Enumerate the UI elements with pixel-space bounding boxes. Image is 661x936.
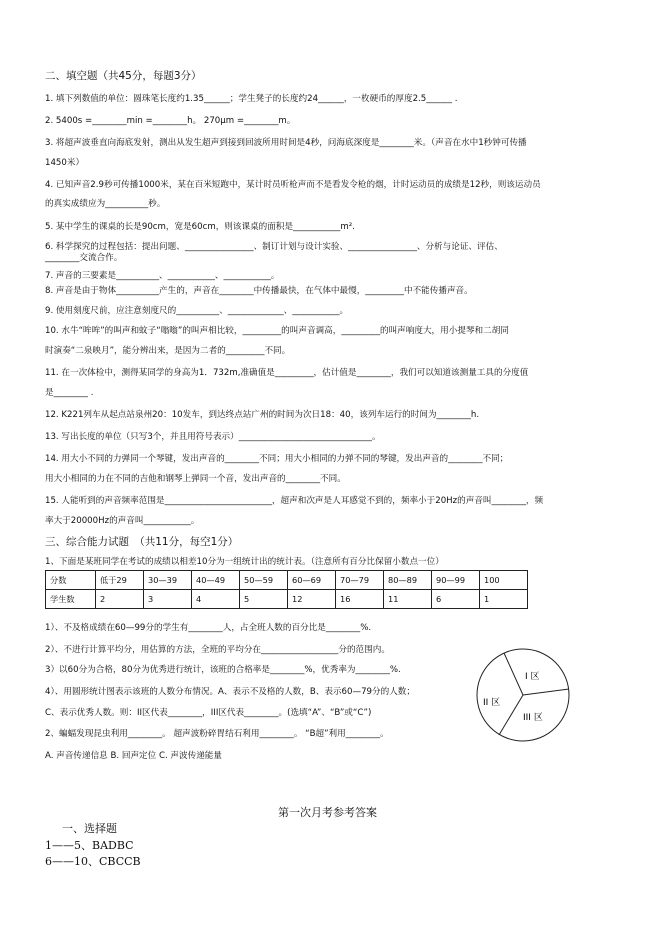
table-cell: 学生数 bbox=[46, 590, 96, 609]
score-table bbox=[45, 570, 528, 609]
question-line: 5. 某中学生的课桌的长是90cm，宽是60cm，则该课桌的面积是___________m². bbox=[45, 222, 355, 232]
question-line: 的真实成绩应为__________秒。 bbox=[45, 199, 166, 209]
table-cell: 60—69 bbox=[288, 571, 336, 590]
question-line: 3. 将超声波垂直向海底发射，测出从发生超声到接到回波所用时间是4秒，问海底深度是________米。（声音在水中1秒钟可传播 bbox=[45, 138, 527, 148]
question-line: 14. 用大小不同的力弹同一个琴键，发出声音的________不同；用大小相同的力弹不同的琴键，发出声音的________不同； bbox=[45, 454, 509, 464]
pie-divider bbox=[523, 689, 569, 695]
question-line: 9. 使用刻度尺前，应注意刻度尺的__________、_____________、___________。 bbox=[45, 306, 349, 316]
pie-divider bbox=[499, 695, 523, 735]
pie-label-region-3: III 区 bbox=[523, 713, 543, 723]
question-line: 3）以60分为合格，80分为优秀进行统计，该班的合格率是________%，优秀率为________%. bbox=[45, 665, 401, 675]
table-cell: 100 bbox=[480, 571, 528, 590]
question-line: A. 声音传递信息 B. 回声定位 C. 声波传递能量 bbox=[45, 751, 222, 761]
table-cell: 11 bbox=[384, 590, 432, 609]
section-3-intro: 1、下面是某班同学在考试的成绩以相差10分为一组统计出的统计表。（注意所有百分比保留小数点一位） bbox=[45, 557, 444, 567]
table-cell: 5 bbox=[240, 590, 288, 609]
table-cell: 12 bbox=[288, 590, 336, 609]
question-line: 10. 水牛“哞哞”的叫声和蚊子“嗡嗡”的叫声相比较，_________的叫声音调高，_________的叫声响度大，用小提琴和二胡同 bbox=[45, 326, 509, 336]
table-cell: 3 bbox=[144, 590, 192, 609]
question-line: 2、蝙蝠发现昆虫利用________。 超声波粉碎胃结石利用________。 “B超”利用________。 bbox=[45, 729, 389, 739]
question-line: 1）、不及格成绩在60—99分的学生有________人，占全班人数的百分比是________%. bbox=[45, 623, 372, 633]
question-line: ________交流合作。 bbox=[45, 253, 123, 263]
section-3-title: 三、综合能力试题 （共11分，每空1分） bbox=[45, 536, 239, 548]
table-cell: 50—59 bbox=[240, 571, 288, 590]
table-cell: 4 bbox=[192, 590, 240, 609]
section-2-title: 二、填空题（共45分，每题3分） bbox=[45, 70, 202, 82]
answer-line: 1——5、BADBC bbox=[45, 839, 134, 852]
table-cell: 70—79 bbox=[336, 571, 384, 590]
question-line: 是________ . bbox=[45, 388, 94, 398]
table-cell: 40—49 bbox=[192, 571, 240, 590]
table-cell: 分数 bbox=[46, 571, 96, 590]
answer-key-title: 第一次月考参考答案 bbox=[278, 806, 377, 819]
question-line: 2）、不进行计算平均分，用估算的方法，全班的平均分在__________________分的范围内。 bbox=[45, 645, 390, 655]
answer-key-subtitle: 一、选择题 bbox=[62, 822, 117, 835]
answer-line: 6——10、CBCCB bbox=[45, 855, 141, 868]
question-line: 1450米） bbox=[45, 158, 85, 168]
table-cell: 90—99 bbox=[432, 571, 480, 590]
question-line: 11. 在一次体检中，测得某同学的身高为1．732m,准确值是_________，估计值是________，我们可以知道该测量工具的分度值 bbox=[45, 368, 529, 378]
pie-chart bbox=[473, 645, 573, 745]
pie-label-region-2: II 区 bbox=[483, 698, 501, 708]
question-line: C、表示优秀人数。则：II区代表________，III区代表________。(选填“A”、“B”或“C”) bbox=[45, 708, 372, 718]
table-cell: 低于29 bbox=[96, 571, 144, 590]
question-line: 4）、用圆形统计图表示该班的人数分布情况。A、表示不及格的人数，B、表示60—79分的人数； bbox=[45, 687, 415, 697]
table-row bbox=[46, 571, 528, 590]
pie-divider bbox=[504, 653, 523, 695]
table-cell: 2 bbox=[96, 590, 144, 609]
question-line: 13. 写出长度的单位（只写3个，并且用符号表示）_______________________________。 bbox=[45, 432, 381, 442]
question-line: 7. 声音的三要素是__________、___________、___________。 bbox=[45, 271, 280, 281]
table-cell: 16 bbox=[336, 590, 384, 609]
pie-label-region-1: I 区 bbox=[525, 672, 540, 682]
question-line: 4. 已知声音2.9秒可传播1000米，某在百米短跑中，某计时员听枪声而不是看发令枪的烟，计时运动员的成绩是12秒，则该运动员 bbox=[45, 180, 541, 190]
table-cell: 30—39 bbox=[144, 571, 192, 590]
question-line: 率大于20000Hz的声音叫___________。 bbox=[45, 516, 200, 526]
question-line: 8. 声音是由于物体__________产生的，声音在________中传播最快，在气体中最慢，_________中不能传播声音。 bbox=[45, 286, 473, 296]
question-line: 时演奏“二泉映月”，能分辨出来，是因为二者的_________不同。 bbox=[45, 346, 291, 356]
question-line: 6. 科学探究的过程包括：提出问题、________________、制订计划与设计实验、________________、分析与论证、评估、 bbox=[45, 242, 503, 252]
question-line: 用大小相同的力在不同的吉他和钢琴上弹同一个音，发出声音的________不同。 bbox=[45, 474, 346, 484]
question-line: 1. 填下列数值的单位：圆珠笔长度约1.35______；学生凳子的长度约24______，一枚硬币的厚度2.5______ . bbox=[45, 94, 458, 104]
question-line: 2. 5400s =________min =________h。 270μm =________m。 bbox=[45, 116, 296, 126]
question-line: 12. K221列车从起点站泉州20：10发车，到达终点站广州的时间为次日18：40，该列车运行的时间为________h. bbox=[45, 410, 480, 420]
question-line: 15. 人能听到的声音频率范围是_________________________，超声和次声是人耳感觉不到的，频率小于20Hz的声音叫________，频 bbox=[45, 496, 544, 506]
table-cell: 1 bbox=[480, 590, 528, 609]
table-row bbox=[46, 590, 528, 609]
table-cell: 6 bbox=[432, 590, 480, 609]
table-cell: 80—89 bbox=[384, 571, 432, 590]
